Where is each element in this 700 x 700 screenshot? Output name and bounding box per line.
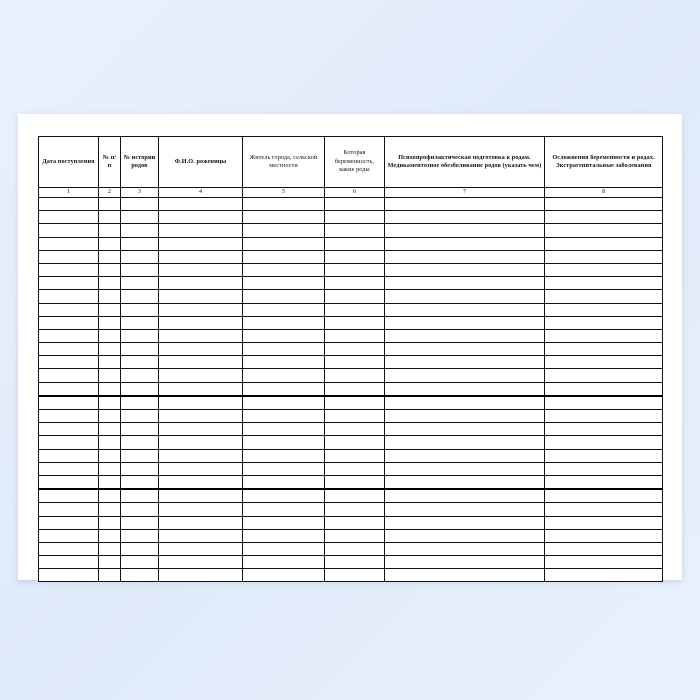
table-cell[interactable] bbox=[99, 237, 121, 250]
table-cell[interactable] bbox=[99, 224, 121, 237]
table-row[interactable] bbox=[39, 343, 663, 356]
table-cell[interactable] bbox=[243, 489, 325, 503]
column-number-7: 7 bbox=[385, 188, 545, 198]
table-cell[interactable] bbox=[159, 290, 243, 303]
table-cell[interactable] bbox=[545, 462, 663, 475]
table-cell[interactable] bbox=[545, 224, 663, 237]
table-cell[interactable] bbox=[99, 410, 121, 423]
table-cell[interactable] bbox=[243, 290, 325, 303]
table-cell[interactable] bbox=[243, 382, 325, 396]
table-cell[interactable] bbox=[99, 529, 121, 542]
table-cell[interactable] bbox=[121, 277, 159, 290]
table-row[interactable] bbox=[39, 198, 663, 211]
table-cell[interactable] bbox=[39, 356, 99, 369]
table-cell[interactable] bbox=[243, 369, 325, 382]
table-cell[interactable] bbox=[243, 343, 325, 356]
table-cell[interactable] bbox=[325, 277, 385, 290]
table-cell[interactable] bbox=[99, 516, 121, 529]
table-cell[interactable] bbox=[121, 529, 159, 542]
table-cell[interactable] bbox=[325, 462, 385, 475]
table-cell[interactable] bbox=[385, 250, 545, 263]
table-cell[interactable] bbox=[39, 529, 99, 542]
table-row[interactable] bbox=[39, 316, 663, 329]
table-cell[interactable] bbox=[545, 410, 663, 423]
table-cell[interactable] bbox=[385, 462, 545, 475]
table-cell[interactable] bbox=[545, 237, 663, 250]
table-cell[interactable] bbox=[545, 369, 663, 382]
table-cell[interactable] bbox=[121, 449, 159, 462]
table-cell[interactable] bbox=[99, 396, 121, 410]
table-cell[interactable] bbox=[159, 316, 243, 329]
table-cell[interactable] bbox=[99, 250, 121, 263]
table-cell[interactable] bbox=[121, 423, 159, 436]
table-cell[interactable] bbox=[325, 237, 385, 250]
table-cell[interactable] bbox=[325, 250, 385, 263]
table-cell[interactable] bbox=[121, 503, 159, 516]
table-row[interactable] bbox=[39, 329, 663, 342]
table-cell[interactable] bbox=[545, 316, 663, 329]
table-cell[interactable] bbox=[39, 263, 99, 276]
table-cell[interactable] bbox=[243, 423, 325, 436]
table-cell[interactable] bbox=[325, 569, 385, 582]
table-cell[interactable] bbox=[159, 356, 243, 369]
table-row[interactable] bbox=[39, 290, 663, 303]
table-cell[interactable] bbox=[243, 516, 325, 529]
table-cell[interactable] bbox=[545, 423, 663, 436]
paper-sheet bbox=[18, 114, 682, 580]
register-table bbox=[38, 136, 663, 582]
table-cell[interactable] bbox=[121, 224, 159, 237]
column-header-date: Дата поступления bbox=[39, 137, 99, 188]
table-cell[interactable] bbox=[325, 290, 385, 303]
table-cell[interactable] bbox=[39, 316, 99, 329]
table-row[interactable] bbox=[39, 569, 663, 582]
table-cell[interactable] bbox=[39, 396, 99, 410]
table-cell[interactable] bbox=[385, 277, 545, 290]
table-cell[interactable] bbox=[99, 211, 121, 224]
table-cell[interactable] bbox=[385, 529, 545, 542]
table-cell[interactable] bbox=[545, 356, 663, 369]
column-number-1: 1 bbox=[39, 188, 99, 198]
table-cell[interactable] bbox=[121, 198, 159, 211]
table-cell[interactable] bbox=[545, 569, 663, 582]
table-cell[interactable] bbox=[385, 410, 545, 423]
table-cell[interactable] bbox=[325, 516, 385, 529]
table-cell[interactable] bbox=[39, 329, 99, 342]
table-cell[interactable] bbox=[121, 556, 159, 569]
table-cell[interactable] bbox=[545, 382, 663, 396]
table-cell[interactable] bbox=[243, 263, 325, 276]
table-cell[interactable] bbox=[385, 436, 545, 449]
table-row[interactable] bbox=[39, 516, 663, 529]
table-cell[interactable] bbox=[243, 224, 325, 237]
table-row[interactable] bbox=[39, 277, 663, 290]
table-cell[interactable] bbox=[385, 329, 545, 342]
table-cell[interactable] bbox=[39, 277, 99, 290]
table-cell[interactable] bbox=[243, 303, 325, 316]
table-cell[interactable] bbox=[243, 316, 325, 329]
table-cell[interactable] bbox=[385, 503, 545, 516]
column-number-4: 4 bbox=[159, 188, 243, 198]
table-cell[interactable] bbox=[385, 290, 545, 303]
table-cell[interactable] bbox=[99, 277, 121, 290]
table-cell[interactable] bbox=[99, 569, 121, 582]
table-row[interactable] bbox=[39, 396, 663, 410]
table-cell[interactable] bbox=[159, 329, 243, 342]
table-cell[interactable] bbox=[325, 449, 385, 462]
table-cell[interactable] bbox=[325, 224, 385, 237]
table-row[interactable] bbox=[39, 356, 663, 369]
table-cell[interactable] bbox=[39, 224, 99, 237]
table-cell[interactable] bbox=[99, 423, 121, 436]
table-cell[interactable] bbox=[39, 369, 99, 382]
table-cell[interactable] bbox=[243, 436, 325, 449]
table-cell[interactable] bbox=[243, 396, 325, 410]
table-cell[interactable] bbox=[385, 556, 545, 569]
table-cell[interactable] bbox=[99, 356, 121, 369]
table-cell[interactable] bbox=[159, 277, 243, 290]
table-cell[interactable] bbox=[243, 198, 325, 211]
table-cell[interactable] bbox=[325, 556, 385, 569]
table-row[interactable] bbox=[39, 263, 663, 276]
table-row[interactable] bbox=[39, 423, 663, 436]
table-cell[interactable] bbox=[243, 503, 325, 516]
table-cell[interactable] bbox=[39, 542, 99, 555]
table-cell[interactable] bbox=[121, 382, 159, 396]
table-cell[interactable] bbox=[385, 449, 545, 462]
table-cell[interactable] bbox=[159, 462, 243, 475]
table-cell[interactable] bbox=[325, 396, 385, 410]
table-cell[interactable] bbox=[243, 569, 325, 582]
column-number-3: 3 bbox=[121, 188, 159, 198]
table-cell[interactable] bbox=[159, 396, 243, 410]
table-cell[interactable] bbox=[121, 237, 159, 250]
table-cell[interactable] bbox=[99, 503, 121, 516]
table-cell[interactable] bbox=[325, 303, 385, 316]
table-cell[interactable] bbox=[159, 503, 243, 516]
column-number-2: 2 bbox=[99, 188, 121, 198]
table-cell[interactable] bbox=[385, 569, 545, 582]
table-cell[interactable] bbox=[325, 489, 385, 503]
table-cell[interactable] bbox=[159, 198, 243, 211]
table-cell[interactable] bbox=[385, 263, 545, 276]
table-cell[interactable] bbox=[385, 237, 545, 250]
table-row[interactable] bbox=[39, 475, 663, 489]
column-header-preparation-anesthesia: Психопрофилактическая подготовка к родам. Медикаментозное обезболивание родов (указать чем) bbox=[385, 137, 545, 188]
table-cell[interactable] bbox=[325, 316, 385, 329]
table-cell[interactable] bbox=[39, 516, 99, 529]
table-cell[interactable] bbox=[159, 263, 243, 276]
table-cell[interactable] bbox=[159, 556, 243, 569]
table-cell[interactable] bbox=[545, 303, 663, 316]
table-cell[interactable] bbox=[121, 410, 159, 423]
table-cell[interactable] bbox=[385, 198, 545, 211]
table-cell[interactable] bbox=[121, 489, 159, 503]
table-cell[interactable] bbox=[545, 449, 663, 462]
table-cell[interactable] bbox=[39, 211, 99, 224]
table-cell[interactable] bbox=[121, 396, 159, 410]
table-row[interactable] bbox=[39, 556, 663, 569]
table-cell[interactable] bbox=[325, 329, 385, 342]
table-cell[interactable] bbox=[325, 382, 385, 396]
table-cell[interactable] bbox=[545, 516, 663, 529]
table-cell[interactable] bbox=[39, 436, 99, 449]
table-cell[interactable] bbox=[39, 198, 99, 211]
table-cell[interactable] bbox=[545, 290, 663, 303]
table-cell[interactable] bbox=[121, 303, 159, 316]
table-cell[interactable] bbox=[99, 556, 121, 569]
table-cell[interactable] bbox=[39, 569, 99, 582]
table-row[interactable] bbox=[39, 211, 663, 224]
table-cell[interactable] bbox=[325, 356, 385, 369]
table-cell[interactable] bbox=[325, 369, 385, 382]
table-cell[interactable] bbox=[39, 410, 99, 423]
table-cell[interactable] bbox=[243, 277, 325, 290]
table-cell[interactable] bbox=[159, 449, 243, 462]
table-row[interactable] bbox=[39, 542, 663, 555]
column-header-seq-no: № п/п bbox=[99, 137, 121, 188]
table-cell[interactable] bbox=[325, 343, 385, 356]
column-number-6: 6 bbox=[325, 188, 385, 198]
table-cell[interactable] bbox=[159, 475, 243, 489]
table-row[interactable] bbox=[39, 449, 663, 462]
table-cell[interactable] bbox=[99, 382, 121, 396]
table-cell[interactable] bbox=[121, 475, 159, 489]
table-cell[interactable] bbox=[159, 410, 243, 423]
table-row[interactable] bbox=[39, 503, 663, 516]
table-cell[interactable] bbox=[243, 410, 325, 423]
table-cell[interactable] bbox=[545, 529, 663, 542]
table-cell[interactable] bbox=[121, 436, 159, 449]
table-cell[interactable] bbox=[39, 556, 99, 569]
table-cell[interactable] bbox=[121, 290, 159, 303]
column-header-pregnancy-number: Которая беременность, какие роды bbox=[325, 137, 385, 188]
column-number-8: 8 bbox=[545, 188, 663, 198]
table-cell[interactable] bbox=[385, 303, 545, 316]
table-cell[interactable] bbox=[385, 396, 545, 410]
table-cell[interactable] bbox=[325, 410, 385, 423]
table-cell[interactable] bbox=[121, 516, 159, 529]
table-row[interactable] bbox=[39, 382, 663, 396]
table-cell[interactable] bbox=[159, 211, 243, 224]
table-cell[interactable] bbox=[545, 211, 663, 224]
table-cell[interactable] bbox=[325, 263, 385, 276]
table-cell[interactable] bbox=[121, 369, 159, 382]
table-cell[interactable] bbox=[385, 423, 545, 436]
table-cell[interactable] bbox=[121, 356, 159, 369]
table-cell[interactable] bbox=[99, 198, 121, 211]
table-cell[interactable] bbox=[385, 475, 545, 489]
table-cell[interactable] bbox=[159, 303, 243, 316]
table-cell[interactable] bbox=[159, 542, 243, 555]
table-cell[interactable] bbox=[243, 211, 325, 224]
table-cell[interactable] bbox=[99, 489, 121, 503]
table-cell[interactable] bbox=[325, 529, 385, 542]
table-cell[interactable] bbox=[39, 449, 99, 462]
table-cell[interactable] bbox=[39, 303, 99, 316]
table-cell[interactable] bbox=[159, 237, 243, 250]
table-cell[interactable] bbox=[159, 224, 243, 237]
table-cell[interactable] bbox=[159, 516, 243, 529]
table-cell[interactable] bbox=[545, 198, 663, 211]
table-cell[interactable] bbox=[99, 316, 121, 329]
table-cell[interactable] bbox=[545, 542, 663, 555]
table-cell[interactable] bbox=[39, 250, 99, 263]
table-cell[interactable] bbox=[121, 211, 159, 224]
table-cell[interactable] bbox=[121, 542, 159, 555]
table-cell[interactable] bbox=[545, 436, 663, 449]
table-cell[interactable] bbox=[39, 489, 99, 503]
table-cell[interactable] bbox=[99, 542, 121, 555]
table-cell[interactable] bbox=[325, 198, 385, 211]
table-cell[interactable] bbox=[159, 489, 243, 503]
column-header-complications: Осложнения беременности и родах. Экстрагенитальные заболевания bbox=[545, 137, 663, 188]
table-cell[interactable] bbox=[385, 224, 545, 237]
column-header-residence: Житель города, сельской местности bbox=[243, 137, 325, 188]
table-cell[interactable] bbox=[121, 250, 159, 263]
column-header-history-no: № истории родов bbox=[121, 137, 159, 188]
table-cell[interactable] bbox=[99, 263, 121, 276]
table-cell[interactable] bbox=[325, 475, 385, 489]
table-cell[interactable] bbox=[545, 503, 663, 516]
table-row[interactable] bbox=[39, 369, 663, 382]
table-cell[interactable] bbox=[99, 436, 121, 449]
table-cell[interactable] bbox=[243, 237, 325, 250]
table-cell[interactable] bbox=[121, 263, 159, 276]
table-row[interactable] bbox=[39, 303, 663, 316]
table-cell[interactable] bbox=[243, 250, 325, 263]
table-cell[interactable] bbox=[243, 556, 325, 569]
table-row[interactable] bbox=[39, 250, 663, 263]
table-cell[interactable] bbox=[99, 343, 121, 356]
register-table-container bbox=[38, 136, 662, 582]
table-cell[interactable] bbox=[39, 423, 99, 436]
table-cell[interactable] bbox=[39, 343, 99, 356]
table-row[interactable] bbox=[39, 462, 663, 475]
column-header-fio: Ф.И.О. роженицы bbox=[159, 137, 243, 188]
table-cell[interactable] bbox=[121, 569, 159, 582]
table-cell[interactable] bbox=[159, 382, 243, 396]
table-cell[interactable] bbox=[385, 343, 545, 356]
table-cell[interactable] bbox=[39, 382, 99, 396]
table-cell[interactable] bbox=[39, 237, 99, 250]
header-row bbox=[39, 137, 663, 188]
table-cell[interactable] bbox=[159, 569, 243, 582]
table-cell[interactable] bbox=[243, 542, 325, 555]
table-cell[interactable] bbox=[159, 343, 243, 356]
column-number-row bbox=[39, 188, 663, 198]
table-cell[interactable] bbox=[99, 462, 121, 475]
table-cell[interactable] bbox=[385, 382, 545, 396]
table-cell[interactable] bbox=[243, 475, 325, 489]
table-cell[interactable] bbox=[39, 475, 99, 489]
table-cell[interactable] bbox=[159, 529, 243, 542]
table-cell[interactable] bbox=[39, 290, 99, 303]
table-cell[interactable] bbox=[243, 356, 325, 369]
table-row[interactable] bbox=[39, 224, 663, 237]
table-cell[interactable] bbox=[325, 423, 385, 436]
table-cell[interactable] bbox=[545, 250, 663, 263]
table-header bbox=[39, 137, 663, 198]
table-cell[interactable] bbox=[121, 343, 159, 356]
table-cell[interactable] bbox=[385, 356, 545, 369]
table-cell[interactable] bbox=[159, 250, 243, 263]
table-cell[interactable] bbox=[325, 542, 385, 555]
table-cell[interactable] bbox=[99, 290, 121, 303]
column-number-5: 5 bbox=[243, 188, 325, 198]
table-cell[interactable] bbox=[39, 503, 99, 516]
table-cell[interactable] bbox=[385, 316, 545, 329]
table-cell[interactable] bbox=[385, 369, 545, 382]
table-row[interactable] bbox=[39, 489, 663, 503]
table-cell[interactable] bbox=[243, 529, 325, 542]
table-cell[interactable] bbox=[545, 343, 663, 356]
table-cell[interactable] bbox=[99, 475, 121, 489]
table-cell[interactable] bbox=[325, 436, 385, 449]
table-row[interactable] bbox=[39, 529, 663, 542]
table-cell[interactable] bbox=[545, 556, 663, 569]
table-cell[interactable] bbox=[325, 503, 385, 516]
table-cell[interactable] bbox=[545, 263, 663, 276]
table-cell[interactable] bbox=[545, 277, 663, 290]
table-cell[interactable] bbox=[99, 449, 121, 462]
table-cell[interactable] bbox=[121, 329, 159, 342]
table-row[interactable] bbox=[39, 436, 663, 449]
table-cell[interactable] bbox=[159, 423, 243, 436]
table-cell[interactable] bbox=[243, 462, 325, 475]
table-cell[interactable] bbox=[159, 369, 243, 382]
table-cell[interactable] bbox=[545, 475, 663, 489]
table-cell[interactable] bbox=[99, 303, 121, 316]
table-cell[interactable] bbox=[99, 329, 121, 342]
table-cell[interactable] bbox=[39, 462, 99, 475]
table-cell[interactable] bbox=[159, 436, 243, 449]
table-cell[interactable] bbox=[545, 396, 663, 410]
table-cell[interactable] bbox=[385, 489, 545, 503]
table-cell[interactable] bbox=[325, 211, 385, 224]
table-row[interactable] bbox=[39, 410, 663, 423]
table-cell[interactable] bbox=[243, 329, 325, 342]
table-row[interactable] bbox=[39, 237, 663, 250]
table-cell[interactable] bbox=[99, 369, 121, 382]
table-cell[interactable] bbox=[385, 542, 545, 555]
table-cell[interactable] bbox=[545, 489, 663, 503]
table-cell[interactable] bbox=[545, 329, 663, 342]
table-cell[interactable] bbox=[121, 316, 159, 329]
table-cell[interactable] bbox=[121, 462, 159, 475]
table-cell[interactable] bbox=[243, 449, 325, 462]
table-cell[interactable] bbox=[385, 211, 545, 224]
table-body bbox=[39, 198, 663, 582]
table-cell[interactable] bbox=[385, 516, 545, 529]
